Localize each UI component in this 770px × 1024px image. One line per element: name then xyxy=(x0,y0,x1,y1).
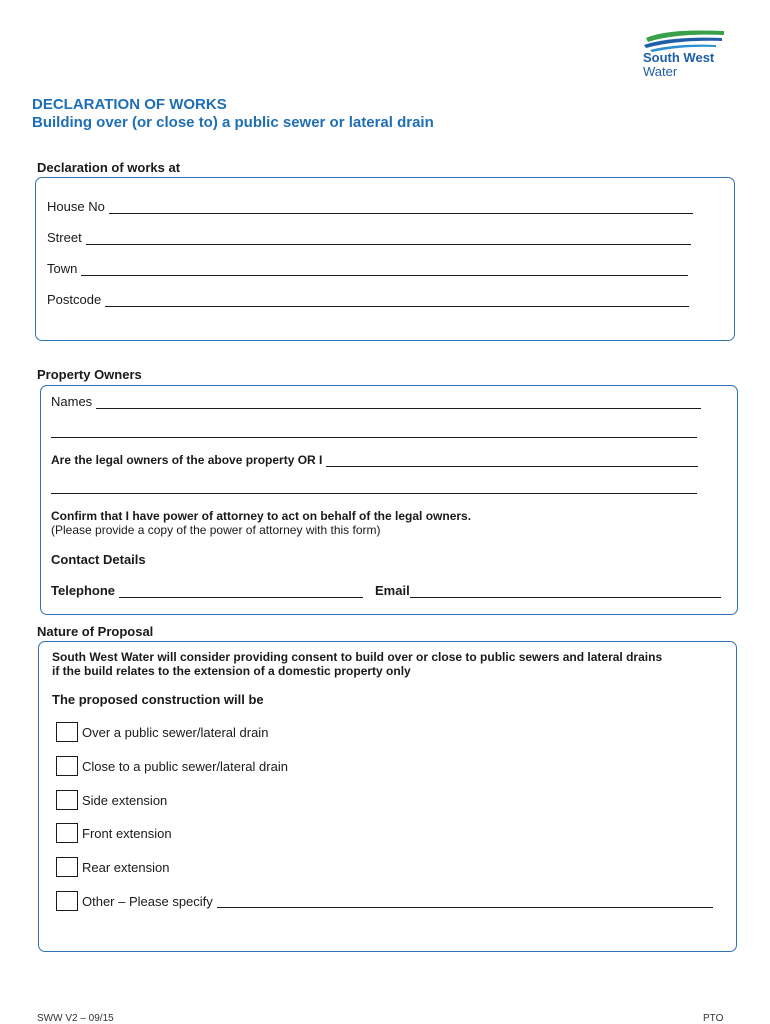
telephone-input-line[interactable] xyxy=(119,585,363,598)
contact-details-heading: Contact Details xyxy=(51,552,146,567)
checkbox-close-to-sewer[interactable] xyxy=(56,756,78,776)
town-label: Town xyxy=(47,261,78,276)
option-over-sewer[interactable] xyxy=(56,722,268,742)
street-label: Street xyxy=(47,230,82,245)
legal-owners-input-line-2[interactable] xyxy=(51,481,697,494)
email-label: Email xyxy=(375,583,410,598)
house-no-field[interactable] xyxy=(47,199,693,214)
email-input-line[interactable] xyxy=(410,585,721,598)
town-field[interactable] xyxy=(47,261,688,276)
checkbox-front-extension[interactable] xyxy=(56,823,78,843)
option-over-sewer-label: Over a public sewer/lateral drain xyxy=(82,724,269,740)
town-input-line[interactable] xyxy=(81,263,688,276)
confirm-attorney-note: (Please provide a copy of the power of attorney with this form) xyxy=(51,523,381,537)
telephone-label: Telephone xyxy=(51,583,116,598)
names-field[interactable] xyxy=(51,394,701,409)
option-side-extension-label: Side extension xyxy=(82,792,168,808)
owners-heading: Property Owners xyxy=(37,367,142,382)
legal-owners-label: Are the legal owners of the above property OR I xyxy=(51,453,323,467)
option-front-extension-label: Front extension xyxy=(82,825,172,841)
email-field[interactable] xyxy=(375,583,721,598)
option-close-to-sewer-label: Close to a public sewer/lateral drain xyxy=(82,758,288,774)
option-other-label: Other – Please specify xyxy=(82,893,213,909)
logo-wave-icon xyxy=(640,28,730,52)
south-west-water-logo xyxy=(640,28,730,80)
option-other[interactable] xyxy=(56,891,713,911)
postcode-label: Postcode xyxy=(47,292,102,307)
telephone-field[interactable] xyxy=(51,583,363,598)
option-rear-extension[interactable] xyxy=(56,857,169,877)
postcode-field[interactable] xyxy=(47,292,689,307)
proposal-intro-line-1: South West Water will consider providing consent to build over or close to public sewers and lateral drains xyxy=(52,650,663,664)
proposal-intro-line-2: if the build relates to the extension of a domestic property only xyxy=(52,664,411,678)
names-input-line-2[interactable] xyxy=(51,425,697,438)
postcode-input-line[interactable] xyxy=(105,294,689,307)
checkbox-rear-extension[interactable] xyxy=(56,857,78,877)
proposal-heading: Nature of Proposal xyxy=(37,624,154,639)
names-label: Names xyxy=(51,394,93,409)
logo-line-2: Water xyxy=(643,64,678,79)
checkbox-over-sewer[interactable] xyxy=(56,722,78,742)
option-close-to-sewer[interactable] xyxy=(56,756,288,776)
confirm-attorney-text: Confirm that I have power of attorney to act on behalf of the legal owners. xyxy=(51,509,472,523)
proposal-subheading: The proposed construction will be xyxy=(52,692,264,707)
works-at-heading: Declaration of works at xyxy=(37,160,181,175)
street-field[interactable] xyxy=(47,230,691,245)
pto-label: PTO xyxy=(703,1013,724,1024)
legal-owners-input-line[interactable] xyxy=(326,454,698,467)
checkbox-other[interactable] xyxy=(56,891,78,911)
house-no-label: House No xyxy=(47,199,105,214)
house-no-input-line[interactable] xyxy=(109,201,693,214)
form-code: SWW V2 – 09/15 xyxy=(37,1013,114,1024)
option-side-extension[interactable] xyxy=(56,790,167,810)
page-subtitle: Building over (or close to) a public sewer or lateral drain xyxy=(32,114,434,131)
legal-owners-field[interactable] xyxy=(51,453,698,467)
names-input-line[interactable] xyxy=(96,396,701,409)
page-title: DECLARATION OF WORKS xyxy=(32,96,227,113)
owners-box xyxy=(40,385,738,615)
option-front-extension[interactable] xyxy=(56,823,172,843)
checkbox-side-extension[interactable] xyxy=(56,790,78,810)
option-rear-extension-label: Rear extension xyxy=(82,859,170,875)
other-specify-input-line[interactable] xyxy=(217,895,713,908)
logo-line-1: South West xyxy=(643,50,715,65)
street-input-line[interactable] xyxy=(86,232,691,245)
